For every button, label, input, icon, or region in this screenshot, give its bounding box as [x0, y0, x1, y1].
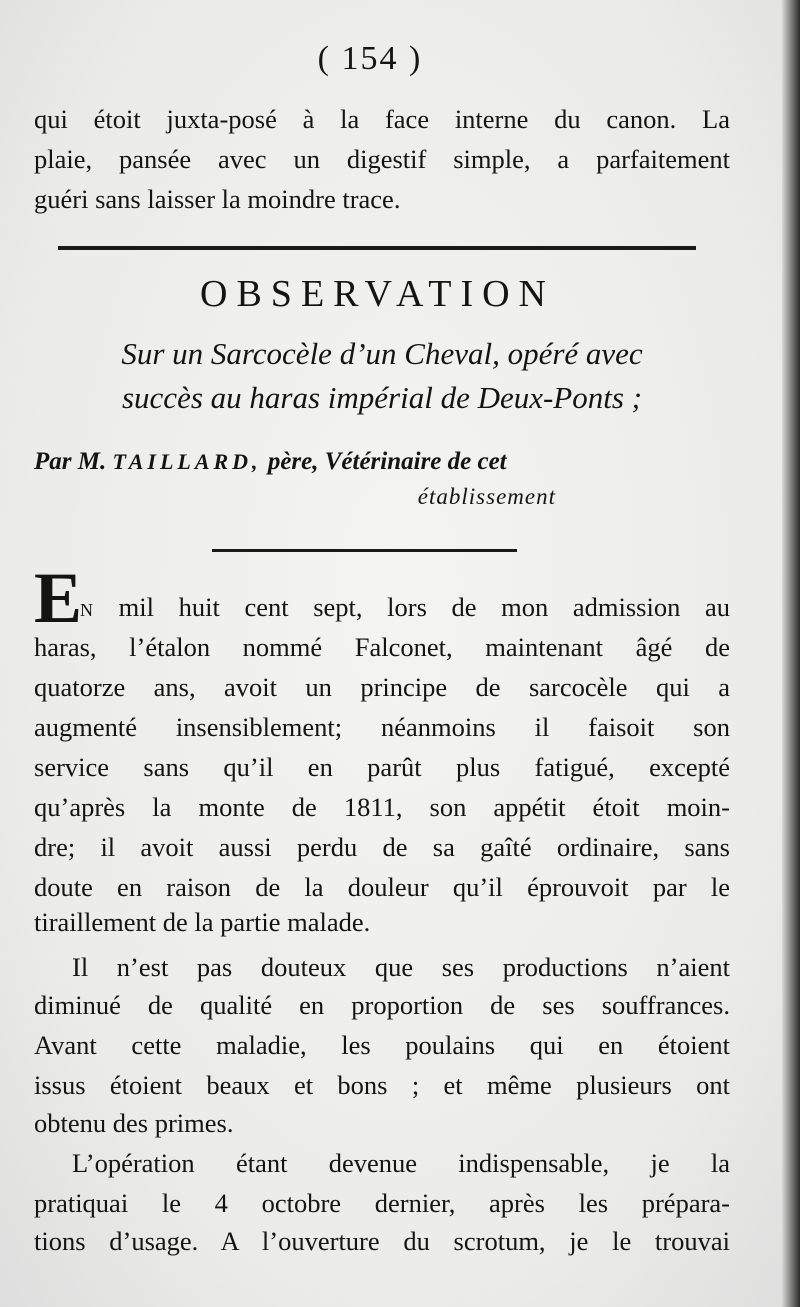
text-line: haras, l’étalon nommé Falconet, maintenant âgé de [34, 632, 730, 662]
page-edge-shadow [782, 0, 800, 1307]
byline [34, 444, 730, 480]
text-line: Avant cette maladie, les poulains qui en étoient [34, 1030, 730, 1060]
first-line-smallcap: N [80, 600, 94, 620]
text-line: issus étoient beaux et bons ; et même plusieurs ont [34, 1070, 730, 1100]
text-line: L’opération étant devenue indispensable, je la [72, 1148, 730, 1178]
section-divider [58, 246, 696, 250]
text-line: quatorze ans, avoit un principe de sarcocèle qui a [34, 672, 730, 702]
observation-title: OBSERVATION [200, 273, 555, 315]
byline-prefix: Par M. [34, 448, 107, 475]
text-line: pratiquai le 4 octobre dernier, après les prépara- [34, 1188, 730, 1218]
text-line: tions d’usage. A l’ouverture du scrotum, je le trouvai [34, 1226, 730, 1256]
byline-establishment: établissement [417, 484, 556, 509]
text-line: augmenté insensiblement; néanmoins il faisoit son [34, 712, 730, 742]
text-line: tiraillement de la partie malade. [34, 907, 371, 937]
byline-author: TAILLARD, [112, 449, 262, 474]
text-line: service sans qu’il en parût plus fatigué, excepté [34, 752, 730, 782]
title-divider [212, 549, 517, 552]
text-line: qui étoit juxta-posé à la face interne du canon. La [34, 104, 730, 134]
text-line: diminué de qualité en proportion de ses souffrances. [34, 990, 730, 1020]
first-line-rest: mil huit cent sept, lors de mon admission au [94, 592, 730, 622]
drop-cap: E [34, 558, 83, 638]
text-line: qu’après la monte de 1811, son appétit étoit moin- [34, 792, 730, 822]
text-line: guéri sans laisser la moindre trace. [34, 184, 401, 214]
page-number: ( 154 ) [317, 40, 423, 77]
text-line: doute en raison de la douleur qu’il éprouvoit par le [34, 872, 730, 902]
text-line: obtenu des primes. [34, 1108, 234, 1138]
text-line: Il n’est pas douteux que ses productions n’aient [72, 952, 730, 982]
subtitle-line: Sur un Sarcocèle d’un Cheval, opéré avec [121, 336, 643, 371]
text-line: plaie, pansée avec un digestif simple, a parfaitement [34, 144, 730, 174]
text-line: dre; il avoit aussi perdu de sa gaîté ordinaire, sans [34, 832, 730, 862]
subtitle-line: succès au haras impérial de Deux-Ponts ; [121, 380, 642, 415]
byline-suffix: père, Vétérinaire de cet [267, 448, 507, 475]
first-line [80, 588, 730, 626]
